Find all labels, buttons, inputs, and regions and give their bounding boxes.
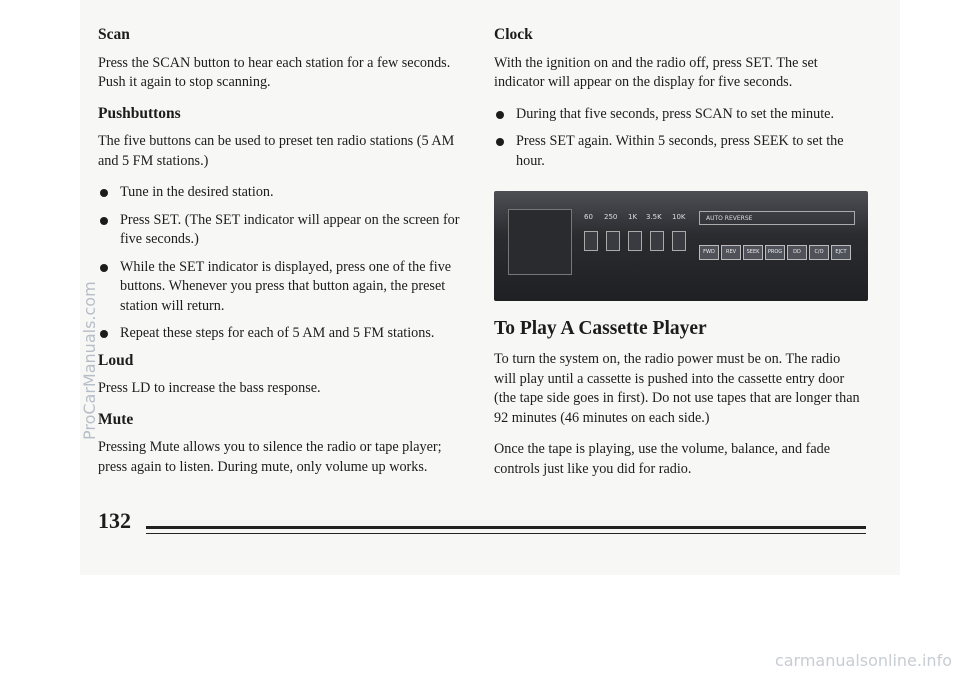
- pushbuttons-text: The five buttons can be used to preset ten radio stations (5 AM and 5 FM stations.): [98, 133, 455, 169]
- loud-text: Press LD to increase the bass response.: [98, 380, 321, 397]
- bullet-icon: [100, 189, 108, 197]
- mute-heading: Mute: [98, 410, 134, 428]
- bullet-icon: [100, 330, 108, 338]
- eq-slider: [672, 231, 686, 251]
- bottom-watermark: carmanualsonline.info: [774, 651, 952, 670]
- footer-rule: [146, 526, 866, 529]
- freq-label: 60: [584, 213, 593, 222]
- rev-button: REV: [721, 245, 741, 260]
- eq-slider: [650, 231, 664, 251]
- page-number: 132: [98, 508, 131, 533]
- scan-text: Press the SCAN button to hear each station for a few seconds. Push it again to stop scanning.: [98, 54, 451, 91]
- cassette-text-1: To turn the system on, the radio power must be on. The radio will play until a cassette is pushed into the cassette entry door (the tape side goes in first). Do not use tapes that are longer than 92 minutes (46 minutes on each side.): [494, 351, 860, 426]
- clock-list: [494, 105, 864, 172]
- footer-rule-thin: [146, 533, 866, 534]
- prog-button: PROG: [765, 245, 785, 260]
- radio-display: [508, 209, 572, 275]
- cassette-text-2: Once the tape is playing, use the volume, balance, and fade controls just like you did for radio.: [494, 441, 831, 477]
- fwd-button: FWD: [699, 245, 719, 260]
- list-item: While the SET indicator is displayed, press one of the five buttons. Whenever you press that button again, the preset station will return.: [98, 258, 463, 317]
- seek-button: SEEK: [743, 245, 763, 260]
- freq-label: 1K: [628, 213, 638, 222]
- side-watermark: ProCarManuals.com: [80, 281, 99, 440]
- eject-button: EJCT: [831, 245, 851, 260]
- clock-text: With the ignition on and the radio off, press SET. The set indicator will appear on the display for five seconds.: [494, 54, 818, 91]
- bullet-icon: [100, 264, 108, 272]
- clock-heading: Clock: [494, 26, 533, 43]
- bullet-icon: [496, 138, 504, 146]
- right-column: [494, 26, 864, 491]
- list-item: Repeat these steps for each of 5 AM and 5 FM stations.: [98, 324, 463, 344]
- eq-slider: [606, 231, 620, 251]
- cassette-panel: [699, 211, 855, 271]
- freq-label: 10K: [672, 213, 686, 222]
- eq-slider: [584, 231, 598, 251]
- radio-illustration: [494, 191, 868, 301]
- list-item: Tune in the desired station.: [98, 183, 463, 203]
- list-item: Press SET. (The SET indicator will appear on the screen for five seconds.): [98, 211, 463, 250]
- cassette-heading: To Play A Cassette Player: [494, 318, 707, 340]
- left-column: [98, 26, 463, 489]
- scan-heading: Scan: [98, 26, 130, 43]
- dd-button: DD: [787, 245, 807, 260]
- mute-text: Pressing Mute allows you to silence the radio or tape player; press again to listen. During mute, only volume up works.: [98, 439, 442, 475]
- bullet-icon: [100, 217, 108, 225]
- list-item: Press SET again. Within 5 seconds, press SEEK to set the hour.: [494, 132, 864, 171]
- eq-slider: [628, 231, 642, 251]
- pushbuttons-list: [98, 183, 463, 344]
- freq-label: 3.5K: [646, 213, 662, 222]
- equalizer-panel: [582, 209, 692, 273]
- freq-label: 250: [604, 213, 618, 222]
- co-button: C/O: [809, 245, 829, 260]
- pushbuttons-heading: Pushbuttons: [98, 104, 181, 122]
- auto-reverse-label: AUTO REVERSE: [699, 211, 855, 225]
- bullet-icon: [496, 111, 504, 119]
- loud-heading: Loud: [98, 351, 134, 369]
- list-item: During that five seconds, press SCAN to set the minute.: [494, 105, 864, 125]
